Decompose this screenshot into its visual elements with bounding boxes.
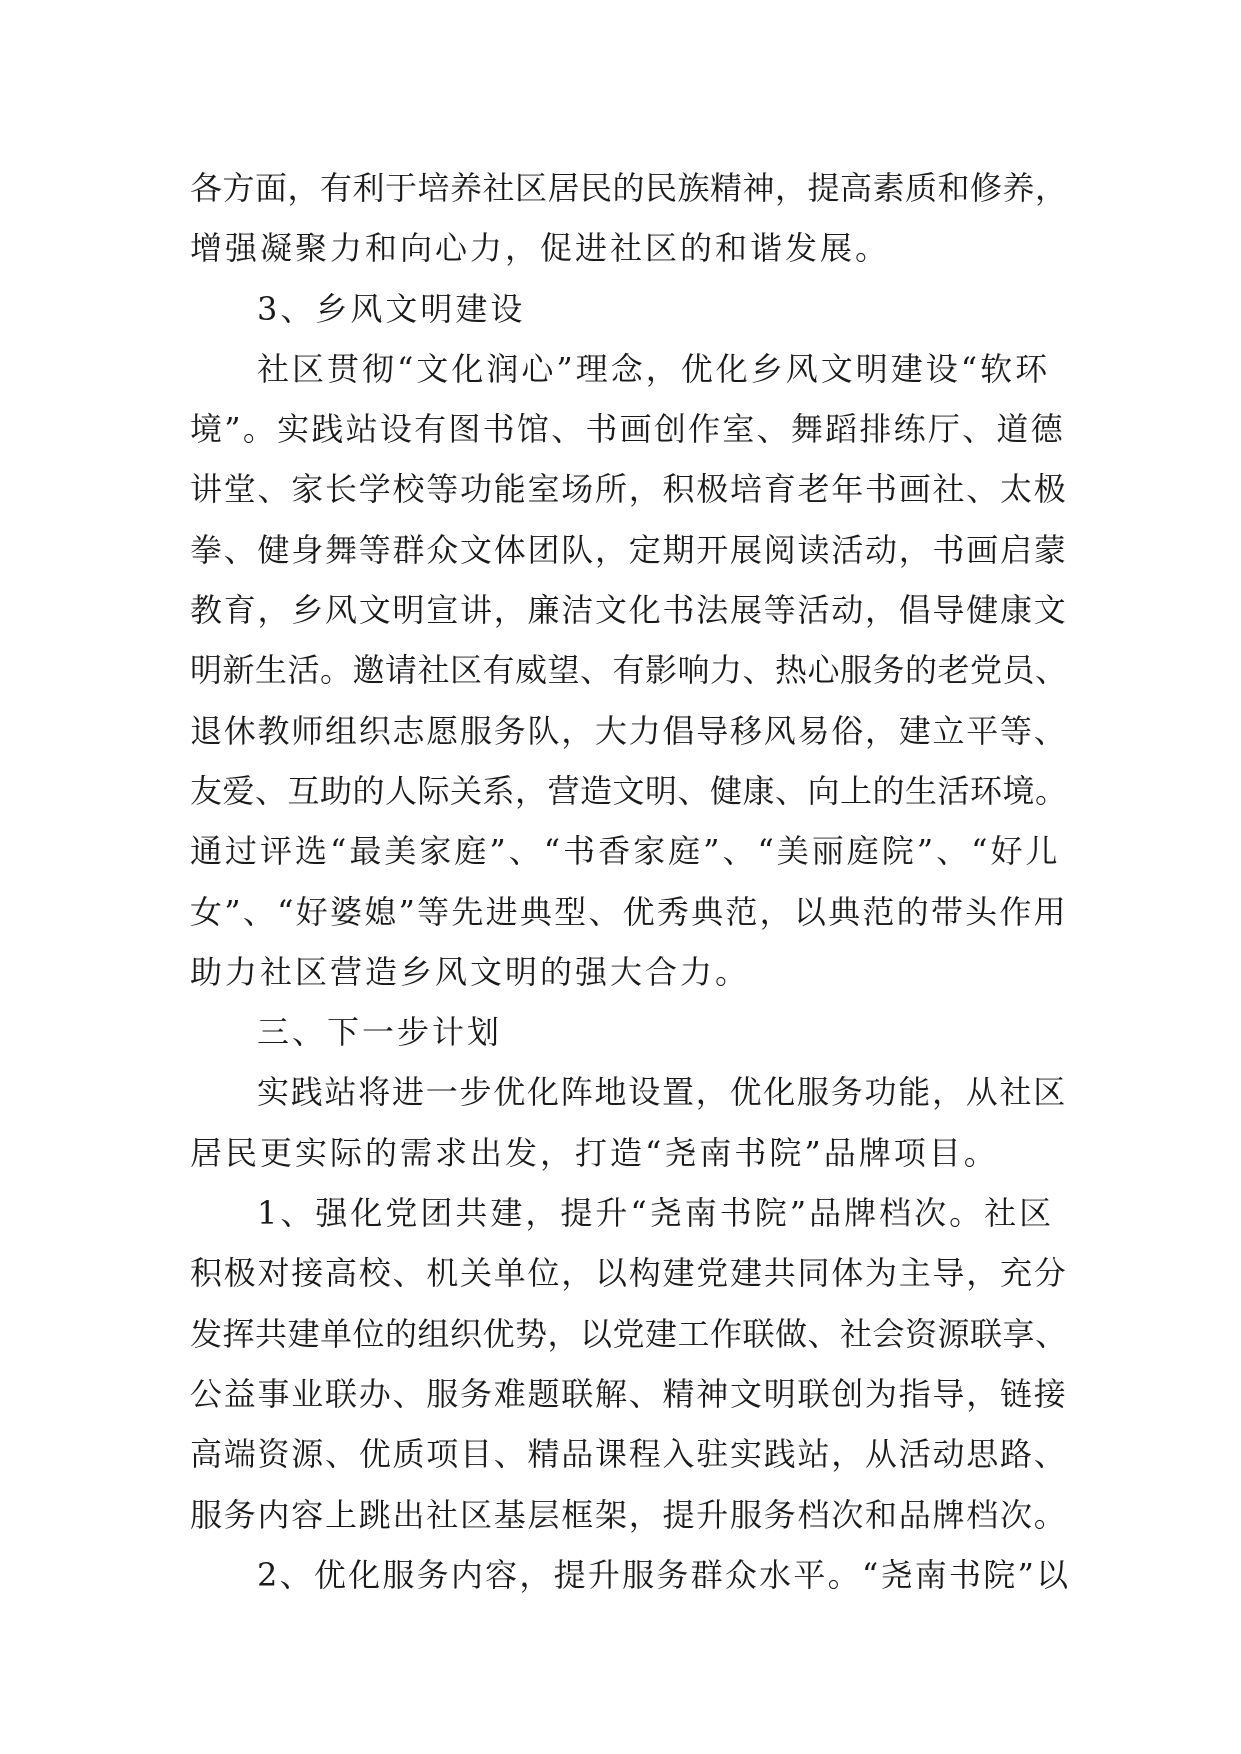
text-line: 女”、“好婆媳”等先进典型、优秀典范，以典范的带头作用	[190, 892, 1068, 931]
text-line: 1、强化党团共建，提升“尧南书院”品牌档次。社区	[257, 1194, 1055, 1233]
text-line: 助力社区营造乡风文明的强大合力。	[190, 952, 751, 991]
text-line: 居民更实际的需求出发，打造“尧南书院”品牌项目。	[190, 1133, 999, 1172]
text-line: 积极对接高校、机关单位，以构建党建共同体为主导，充分	[190, 1254, 1068, 1293]
text-line: 三、下一步计划	[257, 1013, 503, 1052]
text-line: 各方面，有利于培养社区居民的民族精神，提高素质和修养，	[190, 169, 1068, 207]
text-line: 教育，乡风文明宣讲，廉洁文化书法展等活动，倡导健康文	[190, 591, 1068, 630]
text-line: 发挥共建单位的组织优势，以党建工作联做、社会资源联享、	[190, 1314, 1068, 1353]
text-line: 实践站将进一步优化阵地设置，优化服务功能，从社区	[257, 1073, 1068, 1112]
body-text	[190, 158, 1070, 1605]
text-line: 退休教师组织志愿服务队，大力倡导移风易俗，建立平等、	[190, 711, 1068, 750]
text-line: 社区贯彻“文化润心”理念，优化乡风文明建设“软环	[257, 349, 1051, 388]
text-line: 增强凝聚力和向心力，促进社区的和谐发展。	[190, 229, 891, 268]
text-line: 3、乡风文明建设	[257, 289, 526, 328]
text-line: 明新生活。邀请社区有威望、有影响力、热心服务的老党员、	[190, 651, 1068, 690]
text-line: 境”。实践站设有图书馆、书画创作室、舞蹈排练厅、道德	[190, 410, 1065, 449]
text-line: 友爱、互助的人际关系，营造文明、健康、向上的生活环境。	[190, 771, 1068, 810]
text-line: 服务内容上跳出社区基层框架，提升服务档次和品牌档次。	[190, 1495, 1068, 1534]
text-line: 通过评选“最美家庭”、“书香家庭”、“美丽庭院”、“好儿	[190, 832, 1061, 871]
text-line: 讲堂、家长学校等功能室场所，积极培育老年书画社、太极	[190, 470, 1068, 509]
text-line: 拳、健身舞等群众文体团队，定期开展阅读活动，书画启蒙	[190, 530, 1068, 569]
text-line: 2、优化服务内容，提升服务群众水平。“尧南书院”以	[257, 1555, 1071, 1594]
text-line: 高端资源、优质项目、精品课程入驻实践站，从活动思路、	[190, 1435, 1068, 1474]
text-line: 公益事业联办、服务难题联解、精神文明联创为指导，链接	[190, 1374, 1068, 1413]
